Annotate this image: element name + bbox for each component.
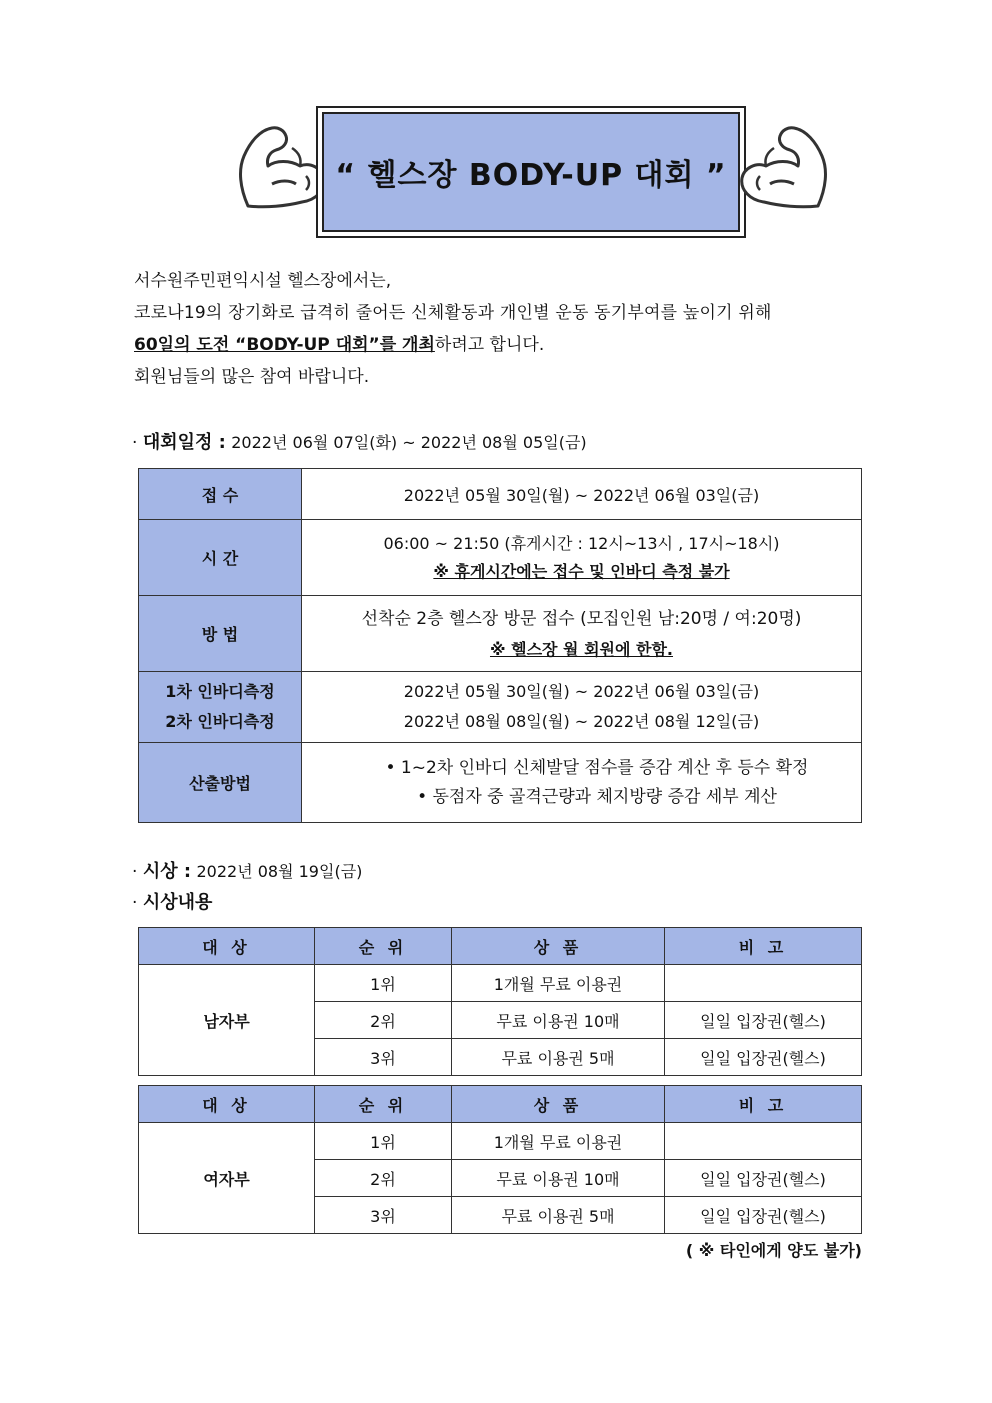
rank-cell: 1위 [315, 1123, 452, 1160]
prize-table-men [138, 927, 862, 1076]
calc-cell [302, 743, 862, 823]
method-value: 선착순 2층 헬스장 방문 접수 (모집인원 남:20명 / 여:20명) [361, 608, 802, 629]
inbody-label-1: 1차 인바디측정 [165, 682, 275, 701]
col-header-target: 대 상 [139, 1086, 315, 1123]
col-header-rank: 순 위 [315, 928, 452, 965]
bullet: · [132, 862, 138, 882]
table-row [139, 596, 862, 672]
bullet: · [132, 893, 138, 913]
prize-cell: 무료 이용권 5매 [452, 1197, 665, 1234]
time-note: ※ 휴게시간에는 접수 및 인바디 측정 불가 [433, 561, 730, 581]
note-cell: 일일 입장권(헬스) [665, 1197, 862, 1234]
calc-item-1: • 1~2차 인바디 신체발달 점수를 증감 계산 후 등수 확정 [385, 757, 809, 778]
table-header-row [139, 1086, 862, 1123]
inbody-label [139, 672, 302, 743]
intro-line-4: 회원님들의 많은 참여 바랍니다. [134, 367, 370, 387]
award-line [132, 857, 362, 883]
rank-cell: 2위 [315, 1002, 452, 1039]
prize-cell: 무료 이용권 10매 [452, 1160, 665, 1197]
calc-item-2: • 동점자 중 골격근량과 체지방량 증감 세부 계산 [417, 786, 777, 807]
page-title: “ 헬스장 BODY-UP 대회 ” [322, 112, 740, 232]
inbody-value-2: 2022년 08월 08일(월) ~ 2022년 08월 12일(금) [403, 712, 760, 731]
reception-value: 2022년 05월 30일(월) ~ 2022년 06월 03일(금) [302, 469, 862, 520]
time-value: 06:00 ~ 21:50 (휴게시간 : 12시~13시 , 17시~18시) [383, 533, 780, 553]
table-row [139, 965, 862, 1002]
col-header-prize: 상 품 [452, 928, 665, 965]
intro-line-2: 코로나19의 장기화로 급격히 줄어든 신체활동과 개인별 운동 동기부여를 높이기 위해 [134, 303, 772, 323]
prize-cell: 무료 이용권 5매 [452, 1039, 665, 1076]
table-row [139, 743, 862, 823]
note-cell [665, 965, 862, 1002]
rank-cell: 3위 [315, 1197, 452, 1234]
award-value: 2022년 08월 19일(금) [196, 862, 363, 881]
note-cell [665, 1123, 862, 1160]
title-box [316, 106, 746, 238]
inbody-value-1: 2022년 05월 30일(월) ~ 2022년 06월 03일(금) [403, 682, 760, 701]
schedule-label: 대회일정 : [142, 432, 226, 453]
prize-cell: 1개월 무료 이용권 [452, 965, 665, 1002]
flexed-arm-left-icon [236, 118, 328, 218]
method-label: 방 법 [139, 596, 302, 672]
col-header-note: 비 고 [665, 928, 862, 965]
schedule-heading [132, 428, 587, 454]
bullet: · [132, 433, 138, 453]
award-label: 시상 : [142, 861, 192, 882]
col-header-rank: 순 위 [315, 1086, 452, 1123]
col-header-target: 대 상 [139, 928, 315, 965]
col-header-note: 비 고 [665, 1086, 862, 1123]
footnote: ( ※ 타인에게 양도 불가) [685, 1241, 862, 1260]
intro-line-3-rest: 하려고 합니다. [434, 335, 545, 355]
table-row [139, 469, 862, 520]
note-cell: 일일 입장권(헬스) [665, 1160, 862, 1197]
inbody-label-2: 2차 인바디측정 [165, 712, 275, 731]
rank-cell: 3위 [315, 1039, 452, 1076]
intro-line-3 [134, 333, 544, 357]
rank-cell: 1위 [315, 965, 452, 1002]
reception-label: 접 수 [139, 469, 302, 520]
award-content-label: 시상내용 [142, 892, 213, 913]
schedule-value: 2022년 06월 07일(화) ~ 2022년 08월 05일(금) [231, 433, 587, 452]
table-header-row [139, 928, 862, 965]
table-row [139, 1123, 862, 1160]
intro-highlight: 60일의 도전 “BODY-UP 대회”를 개최 [134, 335, 435, 355]
flexed-arm-right-icon [738, 118, 830, 218]
note-cell: 일일 입장권(헬스) [665, 1002, 862, 1039]
group-label: 여자부 [139, 1123, 315, 1234]
inbody-cell [302, 672, 862, 743]
award-content-heading [132, 888, 212, 914]
intro-line-1: 서수원주민편익시설 헬스장에서는, [134, 271, 392, 291]
note-cell: 일일 입장권(헬스) [665, 1039, 862, 1076]
prize-cell: 무료 이용권 10매 [452, 1002, 665, 1039]
prize-table-women [138, 1085, 862, 1234]
table-row [139, 520, 862, 596]
col-header-prize: 상 품 [452, 1086, 665, 1123]
time-cell [302, 520, 862, 596]
method-cell [302, 596, 862, 672]
table-row [139, 672, 862, 743]
rank-cell: 2위 [315, 1160, 452, 1197]
method-note: ※ 헬스장 월 회원에 한함. [489, 639, 674, 659]
prize-cell: 1개월 무료 이용권 [452, 1123, 665, 1160]
time-label: 시 간 [139, 520, 302, 596]
schedule-table [138, 468, 862, 823]
group-label: 남자부 [139, 965, 315, 1076]
calc-label: 산출방법 [139, 743, 302, 823]
